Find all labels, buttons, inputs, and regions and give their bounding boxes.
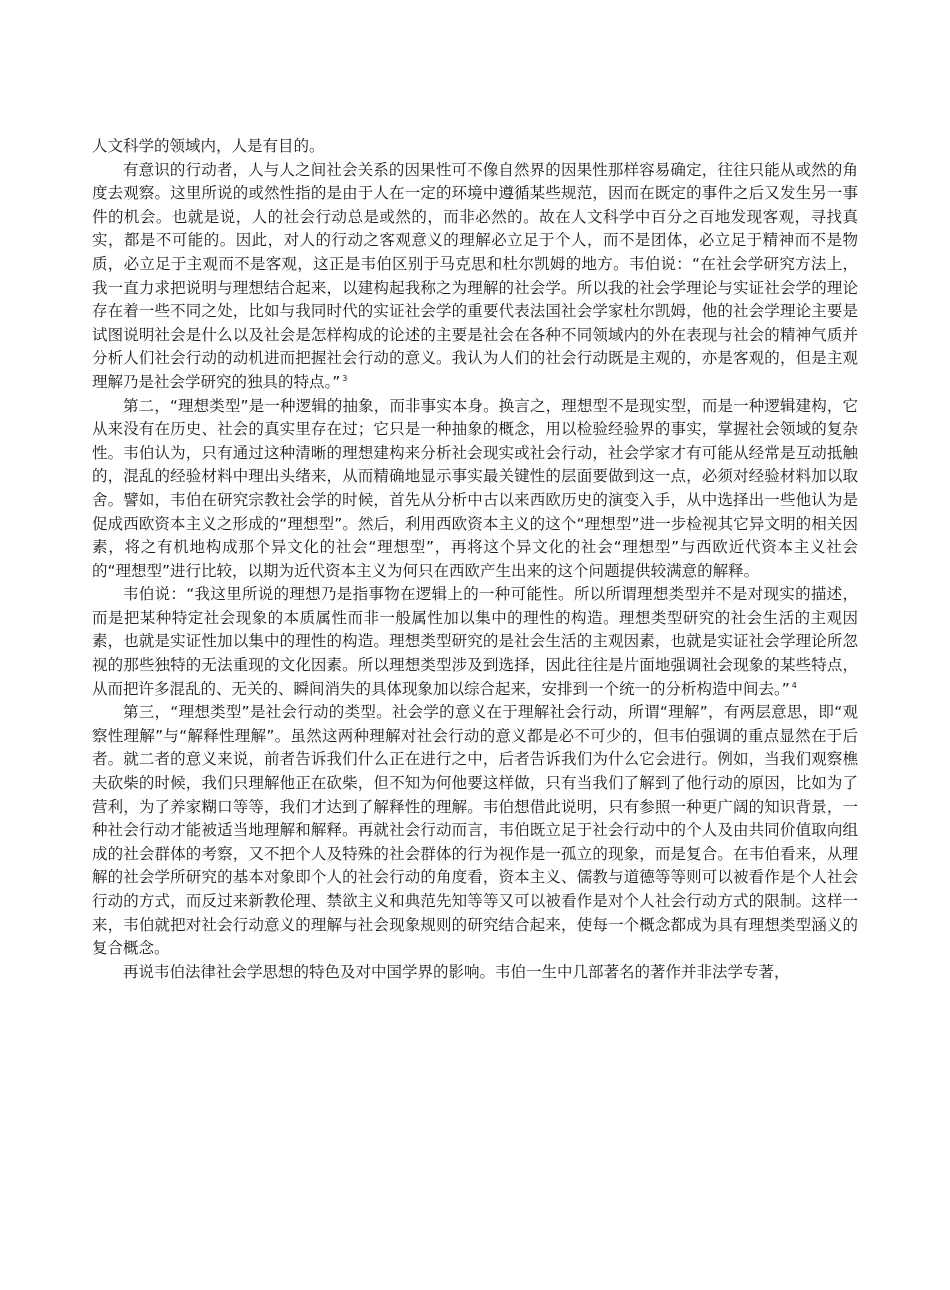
- paragraph-0: [92, 135, 858, 159]
- paragraph-5: [92, 961, 858, 985]
- paragraph-text: 韦伯说：“我这里所说的理想乃是指事物在逻辑上的一种可能性。所以所谓理想类型并不是对现实的描述，而是把某种特定社会现象的本质属性而非一般属性加以集中的理性的构造。理想类型研究的社会生活的主观因素，也就是实证性加以集中的理性的构造。理想类型研究的是社会生活的主观因素，也就是实证社会学理论所忽视的那些独特的无法重现的文化因素。所以理想类型涉及到选择，因此往往是片面地强调社会现象的某些特点，从而把许多混乱的、无关的、瞬间消失的具体现象加以综合起来，安排到一个统一的分析构造中间去。”: [92, 585, 858, 698]
- paragraph-3: [92, 583, 858, 701]
- paragraph-text: 第二，“理想类型”是一种逻辑的抽象，而非事实本身。换言之，理想型不是现实型，而是一种逻辑建构，它从来没有在历史、社会的真实里存在过；它只是一种抽象的概念，用以检验经验界的事实，掌握社会领域的复杂性。韦伯认为，只有通过这种清晰的理想建构来分析社会现实或社会行动，社会学家才有可能从经常是互动抵触的，混乱的经验材料中理出头绪来，从而精确地显示事实最关键性的层面要做到这一点，必须对经验材料加以取舍。譬如，韦伯在研究宗教社会学的时候，首先从分析中古以来西欧历史的演变入手，从中选择出一些他认为是促成西欧资本主义之形成的“理想型”。然后，利用西欧资本主义的这个“理想型”进一步检视其它异文明的相关因素，将之有机地构成那个异文化的社会“理想型”，再将这个异文化的社会“理想型”与西欧近代资本主义社会的“理想型”进行比较，以期为近代资本主义为何只在西欧产生出来的这个问题提供较满意的解释。: [92, 396, 858, 580]
- paragraph-4: [92, 701, 858, 961]
- document-page: [92, 135, 858, 984]
- paragraph-text: 人文科学的领域内，人是有目的。: [92, 137, 325, 155]
- paragraph-2: [92, 395, 858, 584]
- footnote-marker: 4: [791, 680, 797, 690]
- paragraph-text: 再说韦伯法律社会学思想的特色及对中国学界的影响。韦伯一生中几部著名的著作并非法学专著，: [123, 962, 790, 981]
- paragraph-text: 第三，“理想类型”是社会行动的类型。社会学的意义在于理解社会行动，所谓“理解”，有两层意思，即“观察性理解”与“解释性理解”。虽然这两种理解对社会行动的意义都是必不可少的，但韦伯强调的重点显然在于后者。就二者的意义来说，前者告诉我们什么正在进行之中，后者告诉我们为什么它会进行。例如，当我们观察樵夫砍柴的时候，我们只理解他正在砍柴，但不知为何他要这样做，只有当我们了解到了他行动的原因，比如为了营利，为了养家糊口等等，我们才达到了解释性的理解。韦伯想借此说明，只有参照一种更广阔的知识背景，一种社会行动才能被适当地理解和解释。再就社会行动而言，韦伯既立足于社会行动中的个人及由共同价值取向组成的社会群体的考察，又不把个人及特殊的社会群体的行为视作是一孤立的现象，而是复合。在韦伯看来，从理解的社会学所研究的基本对象即个人的社会行动的角度看，资本主义、儒教与道德等等则可以被看作是个人社会行动的方式，而反过来新教伦理、禁欲主义和典范先知等等又可以被看作是对个人社会行动方式的限制。这样一来，韦伯就把对社会行动意义的理解与社会现象规则的研究结合起来，使每一个概念都成为具有理想类型涵义的复合概念。: [92, 703, 858, 958]
- paragraph-text: 有意识的行动者，人与人之间社会关系的因果性可不像自然界的因果性那样容易确定，往往只能从或然的角度去观察。这里所说的或然性指的是由于人在一定的环境中遵循某些规范，因而在既定的事件之后又发生另一事件的机会。也就是说，人的社会行动总是或然的，而非必然的。故在人文科学中百分之百地发现客观，寻找真实，都是不可能的。因此，对人的行动之客观意义的理解必立足于个人，而不是团体，必立足于精神而不是物质，必立足于主观而不是客观，这正是韦伯区别于马克思和杜尔凯姆的地方。韦伯说：“在社会学研究方法上，我一直力求把说明与理想结合起来，以建构起我称之为理解的社会学。所以我的社会学理论与实证社会学的理论存在着一些不同之处，比如与我同时代的实证社会学的重要代表法国社会学家杜尔凯姆，他的社会学理论主要是试图说明社会是什么以及社会是怎样构成的论述的主要是社会在各种不同领域内的外在表现与社会的精神气质并分析人们社会行动的动机进而把握社会行动的意义。我认为人们的社会行动既是主观的，亦是客观的，但是主观理解乃是社会学研究的独具的特点。”: [92, 160, 858, 391]
- paragraph-1: [92, 159, 858, 395]
- footnote-marker: 3: [342, 373, 348, 383]
